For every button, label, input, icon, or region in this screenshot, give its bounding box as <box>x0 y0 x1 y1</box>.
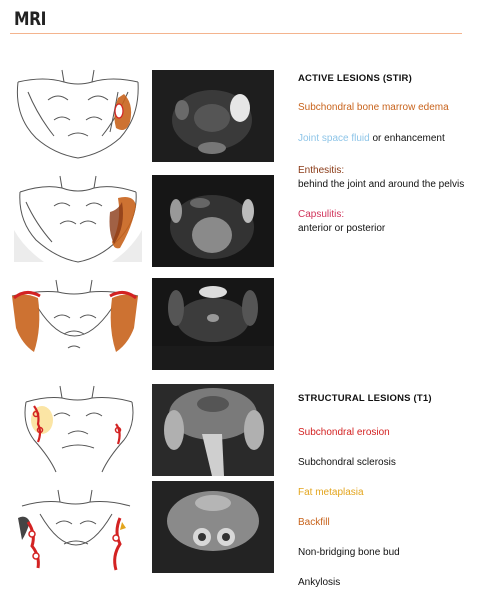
legend-bone-bud: Non-bridging bone bud <box>298 547 400 558</box>
mri-image-stir-capsulitis <box>152 278 274 370</box>
legend-edema: Subchondral bone marrow edema <box>298 102 449 113</box>
title-divider <box>10 33 462 34</box>
active-lesions-header: ACTIVE LESIONS (STIR) <box>298 73 412 84</box>
legend-ankylosis: Ankylosis <box>298 577 341 588</box>
structural-lesions-header: STRUCTURAL LESIONS (T1) <box>298 393 432 404</box>
legend-enthesitis-desc: behind the joint and around the pelvis <box>298 179 465 190</box>
legend-joint-fluid-label: Joint space fluid <box>298 133 370 144</box>
sacroiliac-diagram-ankylosis <box>12 488 140 580</box>
mri-image-stir-enthesitis <box>152 175 274 267</box>
sacroiliac-diagram-edema <box>14 66 142 162</box>
legend-sclerosis: Subchondral sclerosis <box>298 457 396 468</box>
sacroiliac-diagram-capsulitis <box>8 278 142 368</box>
legend-joint-fluid <box>298 132 445 145</box>
mri-image-t1-erosion <box>152 384 274 476</box>
sacroiliac-diagram-enthesitis <box>14 172 142 268</box>
legend-backfill: Backfill <box>298 517 330 528</box>
legend-joint-fluid-suffix: or enhancement <box>369 133 445 144</box>
legend-erosion: Subchondral erosion <box>298 427 390 438</box>
mri-image-stir-edema <box>152 70 274 162</box>
mri-image-t1-backfill <box>152 481 274 573</box>
legend-enthesitis-label: Enthesitis: <box>298 165 345 176</box>
legend-capsulitis-desc: anterior or posterior <box>298 223 386 234</box>
capsulitis-region-icon <box>12 294 39 352</box>
backfill-region-icon <box>28 518 120 570</box>
legend-capsulitis-label: Capsulitis: <box>298 209 345 220</box>
sacroiliac-diagram-erosion <box>16 384 140 476</box>
legend-fat-metaplasia: Fat metaplasia <box>298 487 364 498</box>
page-title: MRI <box>14 8 47 30</box>
